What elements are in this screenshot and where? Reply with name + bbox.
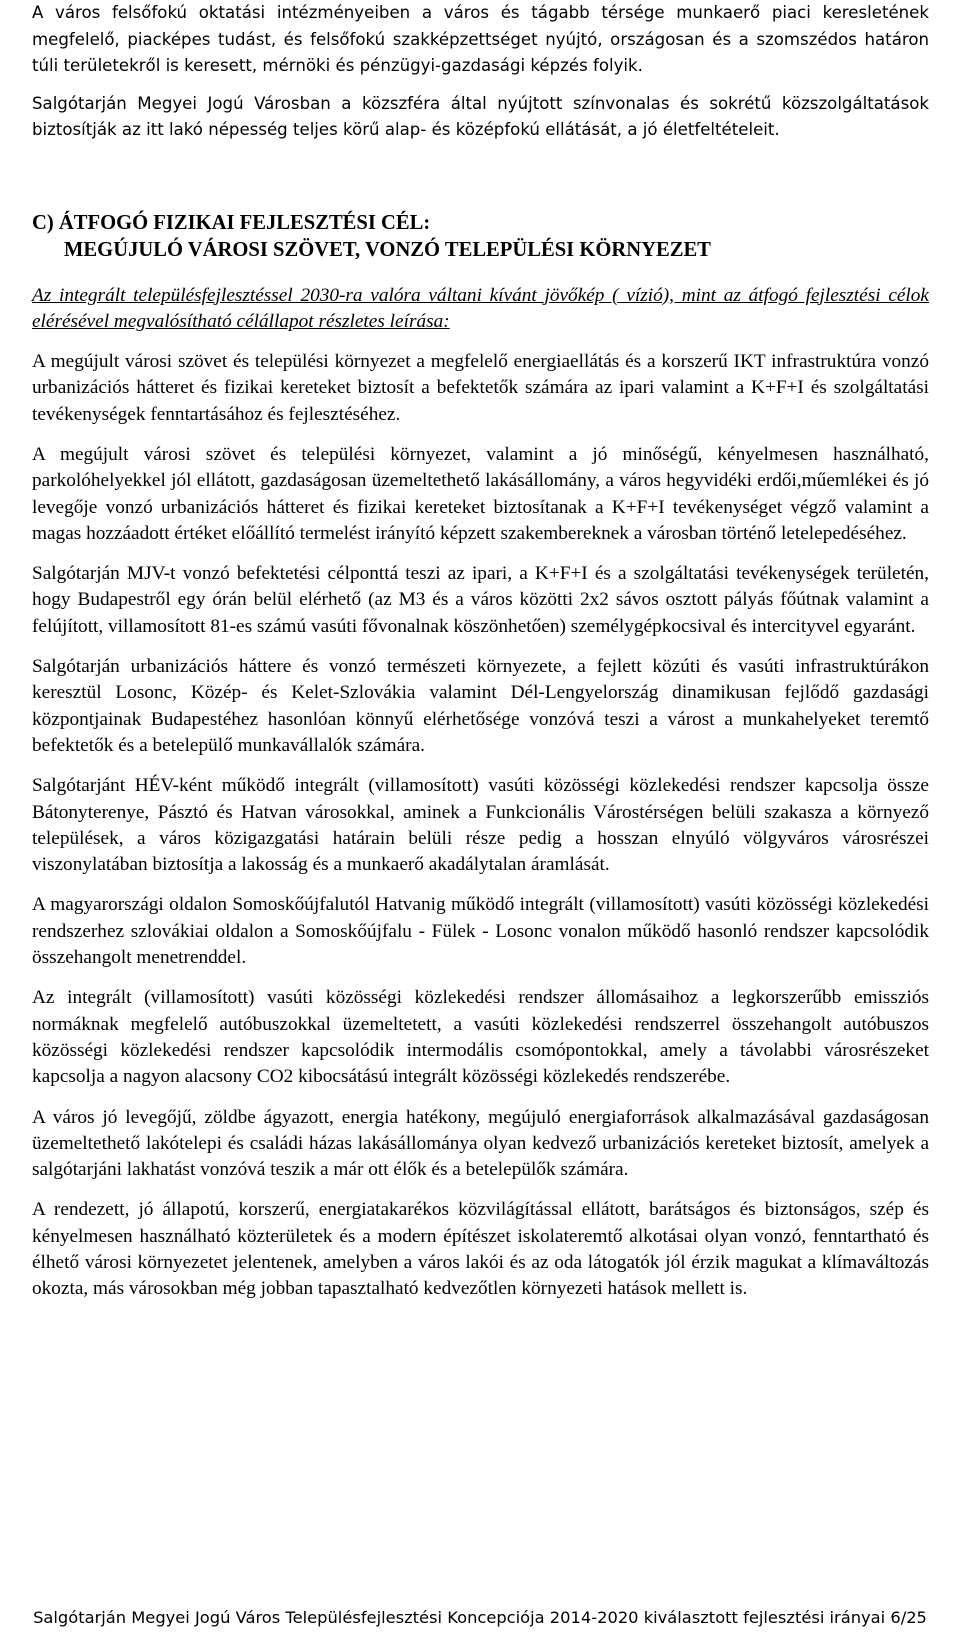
body-paragraph: Salgótarján MJV-t vonzó befektetési célponttá teszi az ipari, a K+F+I és a szolgáltatási tevékenységek területén, hogy Budapestről egy órán belül elérhető (az M3 és a város közötti 2x2 sávos osztott pályás főútnak valamint a felújított, villamosított 81-es számú vasúti fővonalnak köszönhetően) személygépkocsival és intercityvel egyaránt.	[32, 563, 929, 637]
document-page	[32, 0, 929, 1303]
intro-paragraph-1: A város felsőfokú oktatási intézményeiben a város és tágabb térsége munkaerő piaci keresletének megfelelő, piacképes tudást, és felsőfokú szakképzettséget nyújtó, országosan és a szomszédos határon túli területekről is keresett, mérnöki és pénzügyi-gazdasági képzés folyik.	[32, 3, 929, 75]
body-paragraph: A rendezett, jó állapotú, korszerű, energiatakarékos közvilágítással ellátott, barátságos és biztonságos, szép és kényelmesen használható közterületek és a modern építészet iskolateremtő alkotásai olyan vonzó, fenntartható és élhető városi környezetet jelentenek, amelyben a város lakói és az oda látogatók jól érzik magukat a klímaváltozás okozta, más városokban még jobban tapasztalható kedvezőtlen környezeti hatások mellett is.	[32, 1199, 929, 1300]
body-paragraph: Salgótarján urbanizációs háttere és vonzó természeti környezete, a fejlett közúti és vasúti infrastruktúrákon keresztül Losonc, Közép- és Kelet-Szlovákia valamint Dél-Lengyelország dinamikusan fejlődő gazdasági központjainak Budapestéhez hasonlóan könnyű elérhetősége vonzóvá teszi a várost a munkahelyeket teremtő befektetők és a betelepülő munkavállalók számára.	[32, 656, 929, 756]
body-paragraph: A város jó levegőjű, zöldbe ágyazott, energia hatékony, megújuló energiaforrások alkalmazásával gazdaságosan üzemeltethető lakótelepi és családi házas lakásállománya olyan kedvező urbanizációs kereteket biztosít, amelyek a salgótarjáni lakhatást vonzóvá teszik a már ott élők és a betelepülők számára.	[32, 1106, 929, 1181]
intro-paragraph-2: Salgótarján Megyei Jogú Városban a közszféra által nyújtott színvonalas és sokrétű közszolgáltatások biztosítják az itt lakó népesség teljes körű alap- és középfokú ellátását, a jó életfeltételeit.	[32, 93, 929, 139]
body-paragraph: A megújult városi szövet és települési környezet a megfelelő energiaellátás és a korszerű IKT infrastruktúra vonzó urbanizációs hátteret és fizikai kereteket biztosít a befektetők számára az ipari valamint a K+F+I és szolgáltatási tevékenységek fenntartásához és fejlesztéséhez.	[32, 351, 929, 425]
section-heading-line-2: MEGÚJULÓ VÁROSI SZÖVET, VONZÓ TELEPÜLÉSI KÖRNYEZET	[64, 238, 711, 261]
page-footer: Salgótarján Megyei Jogú Város Településfejlesztési Koncepciója 2014-2020 kiválasztott fejlesztési irányai 6/25	[33, 1608, 927, 1627]
body-paragraph: A magyarországi oldalon Somoskőújfalutól Hatvanig működő integrált (villamosított) vasúti közösségi közlekedési rendszerhez szlovákiai oldalon a Somoskőújfalu - Fülek - Losonc vonalon működő hasonló rendszer kapcsolódik összehangolt menetrenddel.	[32, 894, 929, 969]
body-paragraph: Salgótarjánt HÉV-ként működő integrált (villamosított) vasúti közösségi közlekedési rendszer kapcsolja össze Bátonyterenye, Pásztó és Hatvan városokkal, aminek a Funkcionális Várostérségen belüli szakasza a környező települések, a város közigazgatási határain belüli része pedig a hosszan elnyúló völgyváros városrészei viszonylatában biztosítja a lakosság és a munkaerő akadálytalan áramlását.	[32, 775, 929, 876]
section-heading	[32, 210, 929, 264]
body-paragraph: Az integrált (villamosított) vasúti közösségi közlekedési rendszer állomásaihoz a legkorszerűbb emissziós normáknak megfelelő autóbuszokkal üzemeltetett, a vasúti közlekedési rendszerrel összehangolt autóbuszos közösségi közlekedési rendszer kapcsolódik intermodális csomópontokkal, amely a távolabbi városrészeket kapcsolja a nagyon alacsony CO2 kibocsátású integrált közösségi közlekedés rendszerébe.	[32, 987, 929, 1088]
body-paragraph: A megújult városi szövet és települési környezet, valamint a jó minőségű, kényelmesen használható, parkolóhelyekkel jól ellátott, gazdaságosan üzemeltethető lakásállomány, a város hegyvidéki erdői,műemlékei és jó levegője vonzó urbanizációs hátteret és fizikai kereteket biztosítanak a K+F+I tevékenységet végző valamint a magas hozzáadott értéket előállító termelést irányító képzett szakembereknek a városban történő letelepedéséhez.	[32, 443, 929, 544]
section-heading-line-1: C) ÁTFOGÓ FIZIKAI FEJLESZTÉSI CÉL:	[32, 211, 431, 234]
vision-statement: Az integrált településfejlesztéssel 2030-ra valóra váltani kívánt jövőkép ( vízió), mint az átfogó fejlesztési célok elérésével megvalósítható célállapot részletes leírása:	[32, 284, 929, 332]
